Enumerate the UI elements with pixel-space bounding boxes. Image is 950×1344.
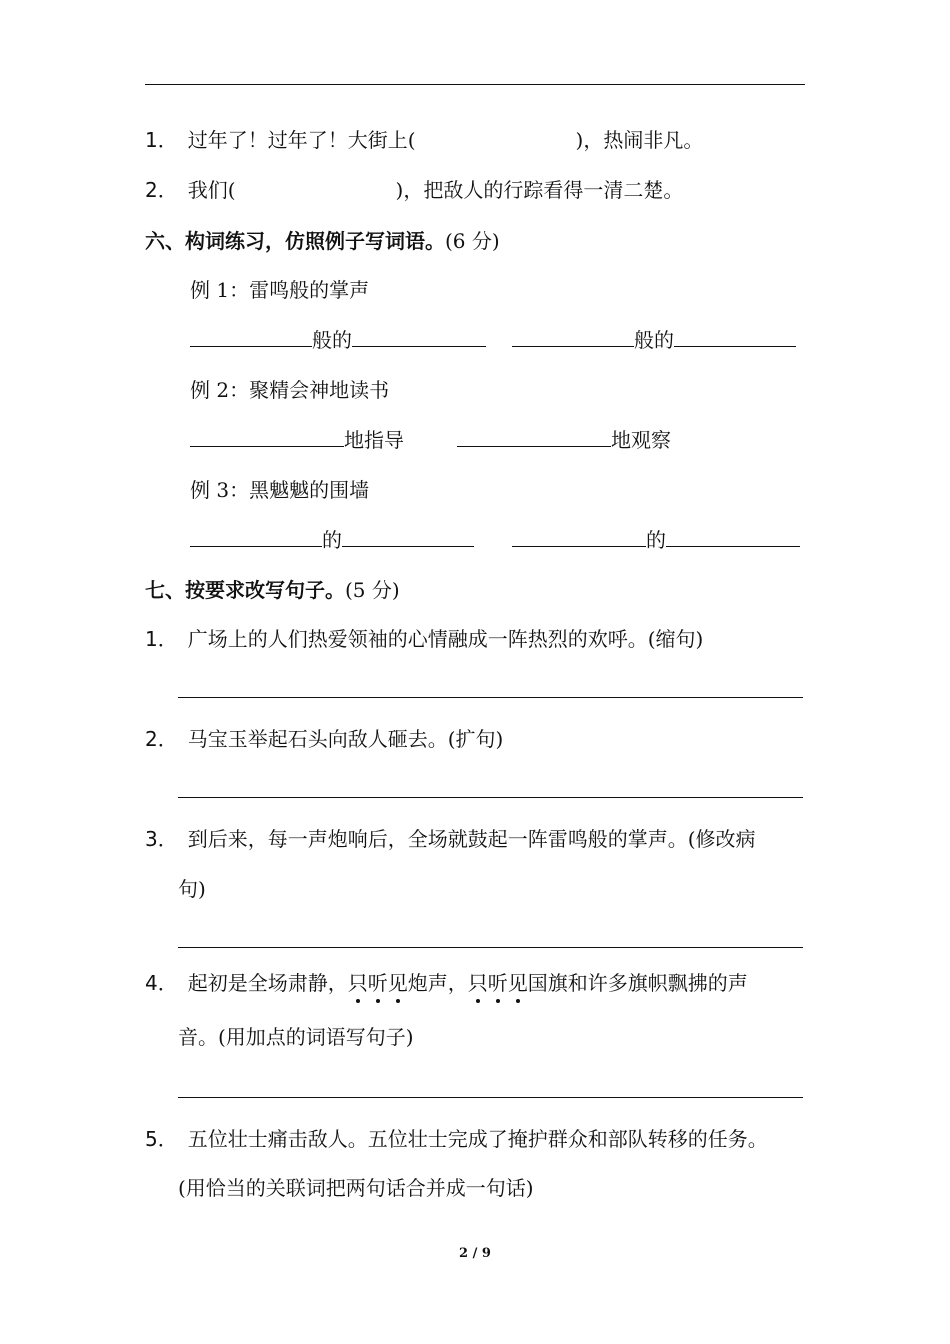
q7-item-4-cont: 音。(用加点的词语写句子) [178, 1025, 414, 1049]
blank[interactable] [190, 428, 344, 447]
blank[interactable] [342, 528, 474, 547]
example-1-right: 般的 [512, 327, 796, 353]
blank[interactable] [457, 428, 611, 447]
blank[interactable] [666, 528, 800, 547]
blank[interactable] [512, 528, 646, 547]
dotted-char: 只 [347, 971, 368, 995]
example-3-left: 的 [190, 527, 474, 553]
example-3-label: 例 3：黑魆魆的围墙 [190, 478, 370, 502]
q7-item-5: 5． 五位壮士痛击敌人。五位壮士完成了掩护群众和部队转移的任务。 [145, 1127, 768, 1151]
answer-line-4[interactable] [178, 1097, 803, 1098]
q5-item-2-after: )，把敌人的行踪看得一清二楚。 [395, 178, 684, 202]
example-1-left: 般的 [190, 327, 486, 353]
example-2-left: 地指导 [190, 427, 404, 453]
q5-item-2: 2． 我们( )，把敌人的行踪看得一清二楚。 [145, 178, 684, 202]
q7-item-4: 4． 起初是全场肃静，只听见炮声，只听见国旗和许多旗帜飘拂的声 [145, 971, 748, 995]
dotted-char: 听 [487, 971, 508, 995]
section7-title: 七、按要求改写句子。(5 分) [145, 578, 400, 602]
q7-item-1: 1． 广场上的人们热爱领袖的心情融成一阵热烈的欢呼。(缩句) [145, 627, 704, 651]
blank[interactable] [352, 328, 486, 347]
dotted-char: 见 [507, 971, 528, 995]
q5-item-2-before: 我们( [187, 178, 236, 202]
answer-line-3[interactable] [178, 947, 803, 948]
q5-item-1-before: 过年了！过年了！大街上( [187, 128, 416, 152]
q5-item-1: 1． 过年了！过年了！大街上( )，热闹非凡。 [145, 128, 704, 152]
blank[interactable] [512, 328, 634, 347]
example-2-right: 地观察 [457, 427, 671, 453]
top-rule [145, 84, 805, 85]
answer-line-2[interactable] [178, 797, 803, 798]
example-2-label: 例 2：聚精会神地读书 [190, 378, 390, 402]
q7-item-3-cont: 句) [178, 877, 206, 901]
q7-item-2: 2． 马宝玉举起石头向敌人砸去。(扩句) [145, 727, 504, 751]
page-number: 2 / 9 [459, 1246, 491, 1261]
section6-title: 六、构词练习，仿照例子写词语。(6 分) [145, 229, 500, 253]
blank[interactable] [674, 328, 796, 347]
blank[interactable] [190, 528, 322, 547]
q5-item-1-after: )，热闹非凡。 [575, 128, 704, 152]
answer-line-1[interactable] [178, 697, 803, 698]
dotted-char: 只 [467, 971, 488, 995]
dotted-char: 听 [367, 971, 388, 995]
example-1-label: 例 1：雷鸣般的掌声 [190, 278, 370, 302]
dotted-char: 见 [387, 971, 408, 995]
blank[interactable] [190, 328, 312, 347]
dotted-word-2 [468, 971, 528, 995]
q7-item-3: 3． 到后来，每一声炮响后，全场就鼓起一阵雷鸣般的掌声。(修改病 [145, 827, 756, 851]
q7-item-5-cont: (用恰当的关联词把两句话合并成一句话) [178, 1176, 534, 1200]
example-3-right: 的 [512, 527, 800, 553]
dotted-word-1 [348, 971, 408, 995]
